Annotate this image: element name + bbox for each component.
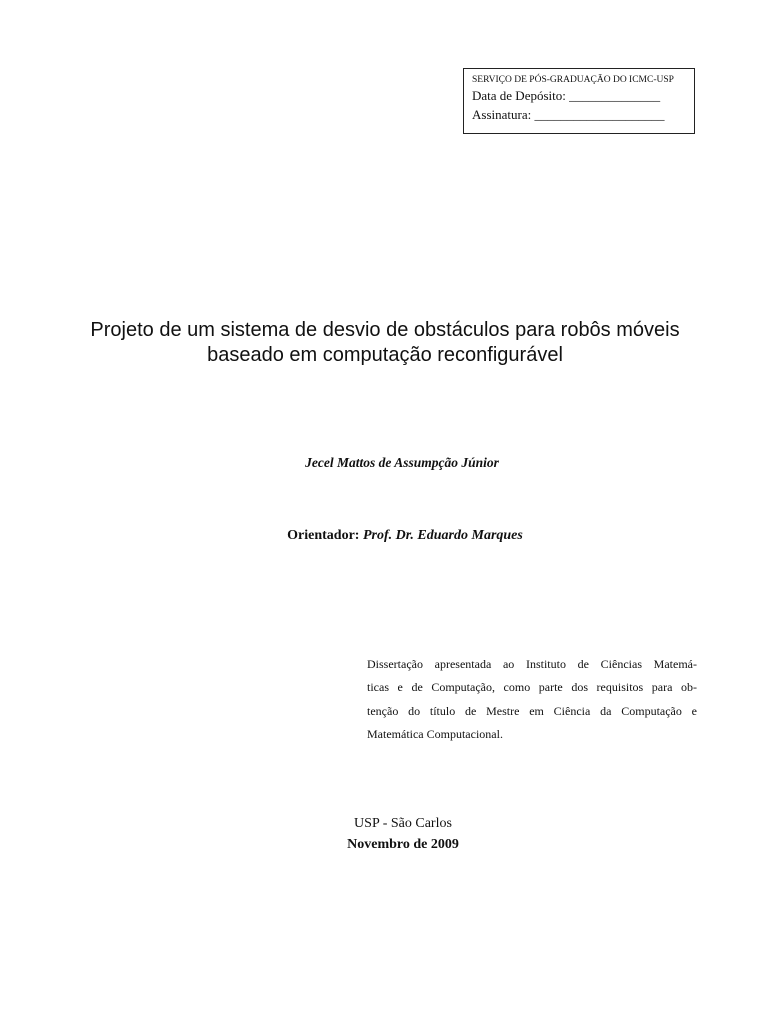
thesis-title (60, 318, 710, 368)
advisor (0, 528, 770, 544)
statement-line: Matemática Computacional. (367, 726, 503, 741)
deposit-signature-line: Assinatura: ____________________ (472, 107, 665, 122)
dissertation-statement (367, 653, 697, 746)
deposit-box (463, 68, 695, 134)
deposit-header: SERVIÇO DE PÓS-GRADUAÇÃO DO ICMC-USP (472, 75, 674, 85)
statement-line: Dissertação apresentada ao Instituto de Ciências Matemá- (367, 657, 697, 671)
advisor-label: Orientador: (287, 528, 360, 543)
date: Novembro de 2009 (347, 837, 459, 852)
advisor-name: Prof. Dr. Eduardo Marques (362, 528, 523, 543)
thesis-title-line-2: baseado em computação reconfigurável (207, 344, 563, 366)
thesis-title-line-1: Projeto de um sistema de desvio de obstáculos para robôs móveis (90, 319, 680, 341)
author-name: Jecel Mattos de Assumpção Júnior (305, 455, 499, 470)
statement-line: tenção do título de Mestre em Ciência da Computação e (367, 703, 697, 718)
statement-line: ticas e de Computação, como parte dos requisitos para ob- (367, 680, 697, 695)
deposit-date-line: Data de Depósito: ______________ (472, 88, 661, 103)
place: USP - São Carlos (354, 816, 452, 831)
